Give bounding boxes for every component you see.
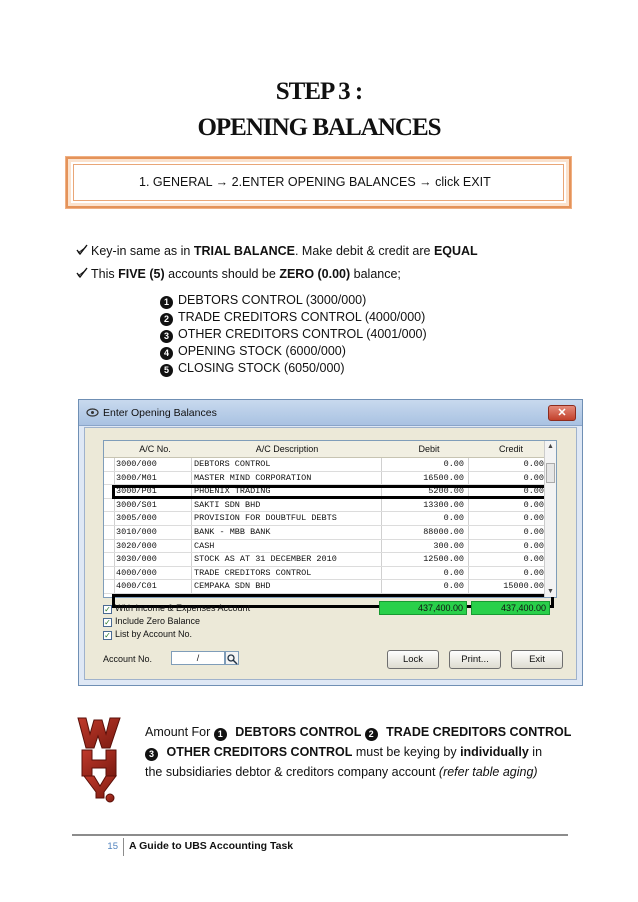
lock-button[interactable]: Lock bbox=[387, 650, 439, 669]
option-list-by-account-no[interactable]: ✓ List by Account No. bbox=[104, 629, 193, 640]
cell-credit: 0.00 bbox=[523, 554, 544, 565]
instruction-line-2: This FIVE (5) accounts should be ZERO (0.00) balance; bbox=[76, 267, 401, 281]
account-no-label: Account No. bbox=[103, 654, 153, 664]
cell-acno: 3000/M01 bbox=[116, 472, 157, 483]
cell-description: PHOENIX TRADING bbox=[194, 486, 271, 497]
cell-debit: 0.00 bbox=[443, 567, 464, 578]
list-item: 1 DEBTORS CONTROL (3000/000) bbox=[160, 292, 427, 309]
footer-divider bbox=[72, 834, 568, 836]
cell-description: DEBTORS CONTROL bbox=[194, 459, 271, 469]
window-titlebar bbox=[79, 400, 582, 426]
table-row[interactable] bbox=[104, 580, 544, 594]
cell-debit: 0.00 bbox=[443, 459, 464, 469]
window-app-icon bbox=[86, 407, 99, 418]
table-scrollbar[interactable] bbox=[544, 441, 556, 597]
window-close-button[interactable]: ✕ bbox=[548, 405, 576, 421]
instruction-banner bbox=[66, 157, 571, 208]
column-header-credit[interactable]: Credit bbox=[498, 444, 523, 454]
account-lookup-button[interactable] bbox=[225, 651, 239, 665]
cell-debit: 16500.00 bbox=[423, 472, 464, 483]
column-header-debit[interactable]: Debit bbox=[418, 444, 440, 454]
cell-credit: 0.00 bbox=[523, 567, 544, 578]
why-graphic-icon bbox=[76, 712, 124, 804]
instruction-line-1: Key-in same as in TRIAL BALANCE. Make debit & credit are EQUAL bbox=[76, 244, 478, 258]
page-title-step: STEP 3 : bbox=[275, 78, 363, 105]
page-title: OPENING BALANCES bbox=[197, 114, 441, 141]
cell-description: MASTER MIND CORPORATION bbox=[194, 472, 312, 483]
cell-debit: 12500.00 bbox=[423, 554, 464, 565]
banner-text: 1. GENERAL → 2.ENTER OPENING BALANCES → click EXIT bbox=[139, 175, 491, 189]
cell-acno: 3020/000 bbox=[116, 540, 157, 551]
list-item: 2 TRADE CREDITORS CONTROL (4000/000) bbox=[160, 309, 427, 326]
table-body bbox=[104, 458, 544, 594]
cell-acno: 3005/000 bbox=[116, 513, 157, 524]
checkbox-icon[interactable]: ✓ bbox=[104, 618, 111, 627]
footer-title: A Guide to UBS Accounting Task bbox=[129, 840, 294, 852]
option-with-income-expenses[interactable]: ✓ With Income & Expenses Account bbox=[104, 603, 251, 614]
cell-description: CEMPAKA SDN BHD bbox=[194, 581, 271, 592]
total-debit: 437,400.00 bbox=[379, 601, 467, 615]
table-row[interactable] bbox=[104, 540, 544, 554]
search-icon bbox=[226, 653, 238, 665]
cell-credit: 0.00 bbox=[523, 486, 544, 497]
cell-debit: 5200.00 bbox=[428, 486, 464, 497]
check-icon bbox=[76, 244, 88, 256]
opening-balances-window bbox=[78, 399, 583, 686]
list-item: 3 OTHER CREDITORS CONTROL (4001/000) bbox=[160, 326, 427, 343]
cell-credit: 0.00 bbox=[523, 472, 544, 483]
cell-acno: 3000/000 bbox=[116, 459, 157, 469]
table-row[interactable] bbox=[104, 512, 544, 526]
zero-balance-account-list bbox=[160, 292, 427, 377]
cell-description: BANK - MBB BANK bbox=[194, 526, 271, 537]
checkbox-icon[interactable]: ✓ bbox=[104, 631, 111, 640]
cell-credit: 0.00 bbox=[523, 459, 544, 469]
scroll-up-icon[interactable]: ▲ bbox=[547, 443, 554, 450]
cell-credit: 0.00 bbox=[523, 499, 544, 510]
cell-acno: 3010/000 bbox=[116, 526, 157, 537]
option-include-zero-balance[interactable]: ✓ Include Zero Balance bbox=[104, 616, 201, 627]
table-row[interactable] bbox=[104, 553, 544, 567]
scroll-thumb[interactable] bbox=[546, 463, 555, 483]
table-row[interactable] bbox=[104, 526, 544, 540]
window-body bbox=[84, 427, 577, 680]
checkbox-icon[interactable]: ✓ bbox=[104, 605, 111, 614]
cell-acno: 4000/C01 bbox=[116, 581, 157, 592]
cell-description: PROVISION FOR DOUBTFUL DEBTS bbox=[194, 513, 337, 524]
cell-description: CASH bbox=[194, 540, 215, 551]
page-number: 15 bbox=[107, 841, 118, 852]
column-header-desc[interactable]: A/C Description bbox=[255, 444, 319, 454]
column-header-acno[interactable]: A/C No. bbox=[139, 444, 171, 454]
cell-description: STOCK AS AT 31 DECEMBER 2010 bbox=[194, 554, 337, 565]
scroll-down-icon[interactable]: ▼ bbox=[547, 588, 554, 595]
table-row[interactable] bbox=[104, 472, 544, 486]
cell-acno: 4000/000 bbox=[116, 567, 157, 578]
cell-description: TRADE CREDITORS CONTROL bbox=[194, 567, 312, 578]
cell-debit: 13300.00 bbox=[423, 499, 464, 510]
cell-acno: 3000/P01 bbox=[116, 486, 157, 497]
table-header bbox=[104, 441, 544, 458]
list-item: 4 OPENING STOCK (6000/000) bbox=[160, 343, 427, 360]
account-no-input[interactable]: / bbox=[171, 651, 225, 665]
highlight-debtors-control bbox=[112, 485, 554, 499]
cell-debit: 0.00 bbox=[443, 513, 464, 524]
cell-credit: 0.00 bbox=[523, 540, 544, 551]
list-item: 5 CLOSING STOCK (6050/000) bbox=[160, 360, 427, 377]
table-row[interactable] bbox=[104, 458, 544, 472]
total-credit: 437,400.00 bbox=[471, 601, 550, 615]
cell-acno: 3000/S01 bbox=[116, 499, 157, 510]
cell-debit: 300.00 bbox=[433, 540, 464, 551]
table-row[interactable] bbox=[104, 499, 544, 513]
cell-credit: 0.00 bbox=[523, 513, 544, 524]
exit-button[interactable]: Exit bbox=[511, 650, 563, 669]
footer-separator bbox=[123, 838, 124, 856]
why-explanation: Amount For 1 DEBTORS CONTROL 2 TRADE CREDITORS CONTROL 3 OTHER CREDITORS CONTROL must be keying by individually in the subsidiaries debtor & creditors company account (refer table aging) bbox=[145, 725, 572, 779]
cell-description: SAKTI SDN BHD bbox=[194, 499, 261, 510]
balances-table bbox=[103, 440, 557, 598]
cell-credit: 0.00 bbox=[523, 526, 544, 537]
window-title: Enter Opening Balances bbox=[103, 407, 217, 419]
cell-acno: 3030/000 bbox=[116, 554, 157, 565]
cell-credit: 15000.00 bbox=[503, 581, 544, 592]
check-icon bbox=[76, 267, 88, 279]
table-row[interactable] bbox=[104, 567, 544, 581]
cell-debit: 0.00 bbox=[443, 581, 464, 592]
print-button[interactable]: Print... bbox=[449, 650, 501, 669]
cell-debit: 88000.00 bbox=[423, 526, 464, 537]
